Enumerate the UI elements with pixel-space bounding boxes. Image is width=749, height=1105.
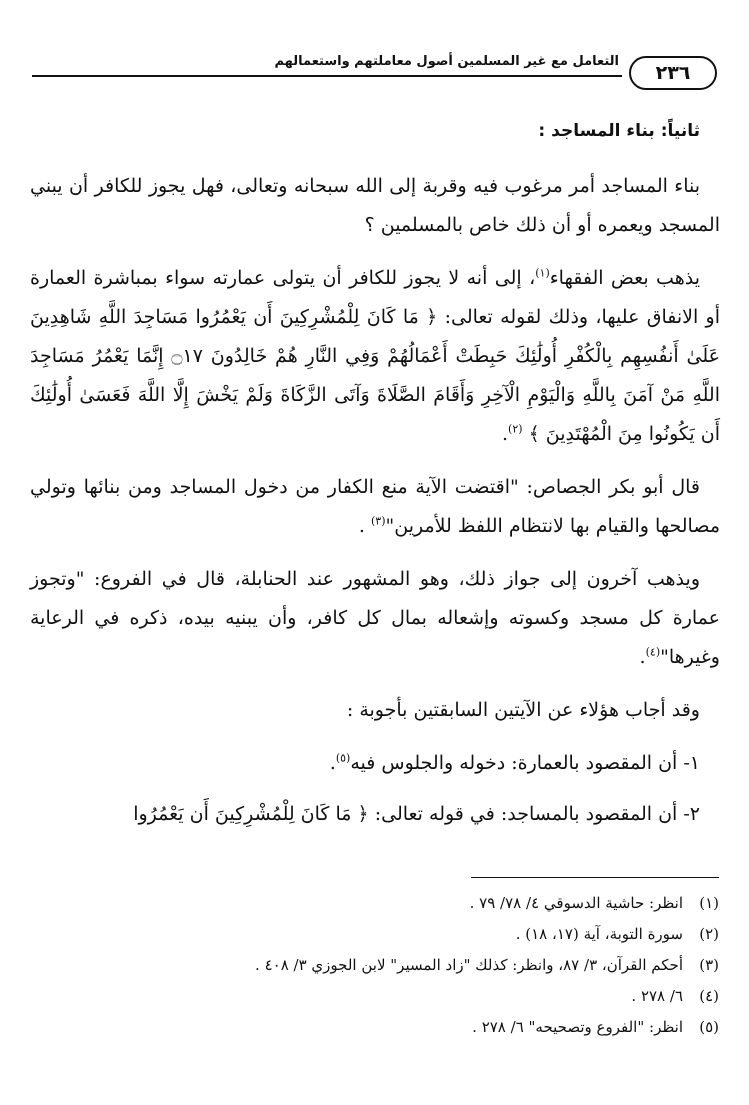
header-title: التعامل مع غير المسلمين أصول معاملتهم واستعمالهم	[274, 54, 619, 69]
list-item: ١- أن المقصود بالعمارة: دخوله والجلوس فيه$^{(٥)}$.	[329, 751, 700, 774]
list-item-text: ١- أن المقصود بالعمارة: دخوله والجلوس فيه	[350, 752, 700, 774]
footnote-item	[29, 981, 719, 1012]
paragraph-text: يذهب بعض الفقهاء	[549, 267, 700, 289]
footnote-item	[29, 950, 719, 981]
footnote-item	[29, 919, 719, 950]
main-text	[30, 112, 720, 846]
page-number: ٢٣٦	[629, 56, 717, 90]
footnotes	[29, 888, 719, 1043]
paragraph-second-opinion: ويذهب آخرون إلى جواز ذلك، وهو المشهور عند الحنابلة، قال في الفروع: "وتجوز عمارة كل مسجد وكسوته وإشعاله بمال كل كافر، وأن يبنيه بيده، ذكره في الرعاية وغيرها"$^{(٤)}$.	[30, 568, 720, 668]
paragraph-jassas-quote: قال أبو بكر الجصاص: "اقتضت الآية منع الكفار من دخول المساجد ومن بنائها وتولي مصالحها والقيام بها لانتظام اللفظ للأمرين"$^{(٣)}$ .	[30, 476, 720, 537]
list-item-text: ٢- أن المقصود بالمساجد: في قوله تعالى:	[374, 803, 700, 825]
footnote-number: (٢)	[699, 925, 719, 943]
list-item	[30, 795, 720, 834]
footnote-rule	[471, 877, 719, 878]
header-rule	[32, 75, 622, 77]
paragraph-answers-intro: وقد أجاب هؤلاء عن الآيتين السابقتين بأجوبة :	[346, 699, 700, 721]
footnote-number: (٥)	[699, 1018, 719, 1036]
section-heading: ثانياً: بناء المساجد :	[538, 121, 700, 141]
footnote-ref: (١)	[535, 266, 550, 280]
running-header	[32, 52, 717, 96]
footnote-text: أحكم القرآن، ٣/ ٨٧، وانظر: كذلك "زاد المسير" لابن الجوزي ٣/ ٤٠٨ .	[255, 956, 683, 974]
footnote-number: (٣)	[699, 956, 719, 974]
footnote-text: انظر: حاشية الدسوقي ٤/ ٧٨/ ٧٩ .	[469, 894, 683, 912]
footnote-item	[29, 888, 719, 919]
footnote-text: انظر: "الفروع وتصحيحه" ٦/ ٢٧٨ .	[472, 1018, 683, 1036]
paragraph-text: ويذهب آخرون إلى جواز ذلك، وهو المشهور عند الحنابلة، قال في الفروع: "وتجوز عمارة كل مسجد وكسوته وإشعاله بمال كل كافر، وأن يبنيه بيده، ذكره في الرعاية وغيرها"	[30, 568, 720, 668]
paragraph-first-opinion: يذهب بعض الفقهاء$^{(١)}$، إلى أنه لا يجوز للكافر أن يتولى عمارته سواء بمباشرة العمارة أو الانفاق عليها، وذلك لقوله تعالى: ﴿ مَا كَانَ لِلْمُشْرِكِينَ أَن يَعْمُرُوا مَسَاجِدَ اللَّهِ شَاهِدِينَ عَلَىٰ أَنفُسِهِم بِالْكُفْرِ أُولَٰئِكَ حَبِطَتْ أَعْمَالُهُمْ وَفِي النَّارِ هُمْ خَالِدُونَ ۝١٧ إِنَّمَا يَعْمُرُ مَسَاجِدَ اللَّهِ مَنْ آمَنَ بِاللَّهِ وَالْيَوْمِ الْآخِرِ وَأَقَامَ الصَّلَاةَ وَآتَى الزَّكَاةَ وَلَمْ يَخْشَ إِلَّا اللَّهَ فَعَسَىٰ أُولَٰئِكَ أَن يَكُونُوا مِنَ الْمُهْتَدِينَ ﴾ $^{(٢)}$.	[30, 266, 721, 445]
footnote-ref: (٣)	[370, 514, 386, 528]
footnote-text: سورة التوبة، آية (١٧، ١٨) .	[515, 925, 683, 943]
footnote-ref: (٥)	[335, 751, 351, 765]
paragraph-intro: بناء المساجد أمر مرغوب فيه وقربة إلى الله سبحانه وتعالى، فهل يجوز للكافر أن يبني المسجد ويعمره أو أن ذلك خاص بالمسلمين ؟	[30, 175, 720, 236]
paragraph-text: قال أبو بكر الجصاص: "اقتضت الآية منع الكفار من دخول المساجد ومن بنائها وتولي مصالحها والقيام بها لانتظام اللفظ للأمرين"	[30, 476, 720, 537]
paragraph-text: ، إلى أنه لا يجوز للكافر أن يتولى عمارته سواء بمباشرة العمارة أو الانفاق عليها، وذلك لقوله تعالى:	[30, 267, 721, 328]
footnote-ref: (٤)	[645, 645, 661, 659]
footnote-text: ٦/ ٢٧٨ .	[631, 987, 683, 1005]
quran-verse: ﴿ مَا كَانَ لِلْمُشْرِكِينَ أَن يَعْمُرُوا مَسَاجِدَ اللَّهِ شَاهِدِينَ عَلَىٰ أَنفُسِهِم بِالْكُفْرِ أُولَٰئِكَ حَبِطَتْ أَعْمَالُهُمْ وَفِي النَّارِ هُمْ خَالِدُونَ ۝١٧ إِنَّمَا يَعْمُرُ مَسَاجِدَ اللَّهِ مَنْ آمَنَ بِاللَّهِ وَالْيَوْمِ الْآخِرِ وَأَقَامَ الصَّلَاةَ وَآتَى الزَّكَاةَ وَلَمْ يَخْشَ إِلَّا اللَّهَ فَعَسَىٰ أُولَٰئِكَ أَن يَكُونُوا مِنَ الْمُهْتَدِينَ ﴾	[30, 306, 720, 445]
footnote-number: (١)	[699, 894, 719, 912]
quran-verse: ﴿ مَا كَانَ لِلْمُشْرِكِينَ أَن يَعْمُرُوا	[133, 803, 369, 825]
footnote-item	[29, 1012, 719, 1043]
footnote-ref: (٢)	[508, 422, 523, 436]
footnote-number: (٤)	[699, 987, 719, 1005]
